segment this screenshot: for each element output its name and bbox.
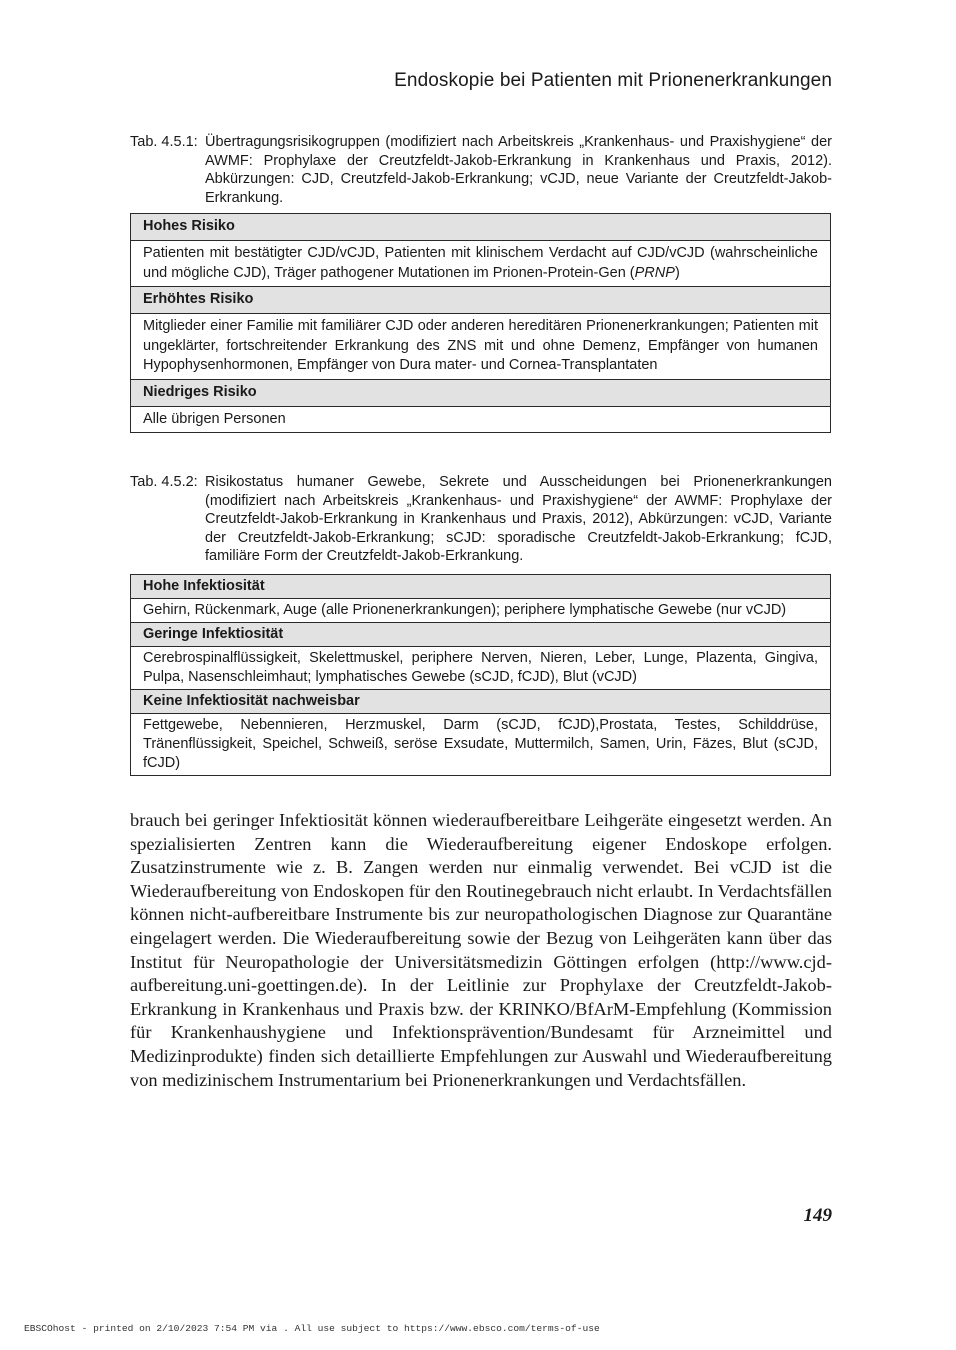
table-2-row-text: Gehirn, Rückenmark, Auge (alle Prionenerkrankungen); periphere lymphatische Gewebe (nur vCJD) [131,599,831,623]
table-1-row-text: Alle übrigen Personen [131,406,831,433]
running-header-title: Endoskopie bei Patienten mit Prionenerkrankungen [394,70,832,91]
table-2-row-text: Fettgewebe, Nebennieren, Herzmuskel, Darm (sCJD, fCJD),Prostata, Testes, Schilddrüse, Tränenflüssigkeit, Speichel, Schweiß, seröse Exsudate, Muttermilch, Samen, Urin, Fäzes, Blut (sCJD, fCJD) [131,714,831,776]
table-2-caption-label: Tab. 4.5.2: [130,474,198,490]
table-1-row-text: Mitglieder einer Familie mit familiärer CJD oder anderen hereditären Prionenerkrankungen; Patienten mit ungeklärter, fortschreitender Erkrankung des ZNS mit und ohne Demenz, Empfänger von humanen Hypophysenhormonen, Empfänger von Dura mater- und Cornea-Transplantaten [131,314,831,380]
table-1-row-text: Patienten mit bestätigter CJD/vCJD, Patienten mit klinischem Verdacht auf CJD/vCJD (wahrscheinliche und mögliche CJD), Träger pathogener Mutationen im Prionen-Protein-Gen (PRNP) [131,241,831,287]
table-2-row-header: Geringe Infektiosität [131,623,831,647]
table-1-row-header: Erhöhtes Risiko [131,287,831,314]
table-transmission-risk-groups [130,213,831,433]
table-2-caption-text: Risikostatus humaner Gewebe, Sekrete und Ausscheidungen bei Prionenerkrankungen (modifiziert nach Arbeitskreis „Krankenhaus- und Praxishygiene“ der AWMF: Prophylaxe der Creutzfeldt-Jakob-Erkrankung in Krankenhaus und Praxis, 2012), Abkürzungen: vCJD, Variante der Creutzfeldt-Jakob-Erkrankung; sCJD: sporadische Creutzfeldt-Jakob-Erkrankung; fCJD, familiäre Form der Creutzfeldt-Jakob-Erkrankung. [205,474,832,564]
table-tissue-infectivity-status [130,574,831,776]
table-1-caption-label: Tab. 4.5.1: [130,134,198,150]
body-paragraph: brauch bei geringer Infektiosität können wiederaufbereitbare Leihgeräte eingesetzt werden. An spezialisierten Zentren kann die Wiederaufbereitung eigener Endoskope erfolgen. Zusatzinstrumente wie z. B. Zangen werden nur einmalig verwendet. Bei vCJD ist die Wiederaufbereitung von Endoskopen für den Routinegebrauch nicht erlaubt. In Verdachtsfällen können nicht-aufbereitbare Instrumente bis zur neuropathologischen Diagnose zur Quarantäne eingelagert werden. Die Wiederaufbereitung sowie der Bezug von Leihgeräten kann über das Institut für Neuropathologie der Universitätsmedizin Göttingen erfolgen (http://www.cjd-aufbereitung.uni-goettingen.de). In der Leitlinie zur Prophylaxe der Creutzfeldt-Jakob-Erkrankung in Krankenhaus und Praxis bzw. der KRINKO/BfArM-Empfehlung (Kommission für Krankenhaushygiene und Infektionsprävention/Bundesamt für Arzneimittel und Medizinprodukte) finden sich detaillierte Empfehlungen zur Auswahl und Wiederaufbereitung von medizinischem Instrumentarium bei Prionenerkrankungen und Verdachtsfällen. [130,810,832,1090]
table-2-row-text: Cerebrospinalflüssigkeit, Skelettmuskel, periphere Nerven, Nieren, Leber, Lunge, Plazenta, Gingiva, Pulpa, Nasenschleimhaut; lymphatisches Gewebe (sCJD, fCJD), Blut (vCJD) [131,647,831,690]
table-1-caption-text: Übertragungsrisikogruppen (modifiziert nach Arbeitskreis „Krankenhaus- und Praxishygiene“ der AWMF: Prophylaxe der Creutzfeldt-Jakob-Erkrankung in Krankenhaus und Praxis, 2012). Abkürzungen: CJD, Creutzfeld-Jakob-Erkrankung; vCJD, neue Variante der Creutzfeldt-Jakob-Erkrankung. [205,134,832,206]
table-2-row-header: Keine Infektiosität nachweisbar [131,690,831,714]
table-1-caption [130,133,832,207]
table-2-caption [130,473,832,566]
print-footer: EBSCOhost - printed on 2/10/2023 7:54 PM via . All use subject to https://www.ebsco.com/terms-of-use [24,1323,600,1334]
page-number: 149 [803,1205,832,1226]
table-1-row-header: Niedriges Risiko [131,379,831,406]
table-1-row-header: Hohes Risiko [131,214,831,241]
table-2-row-header: Hohe Infektiosität [131,575,831,599]
